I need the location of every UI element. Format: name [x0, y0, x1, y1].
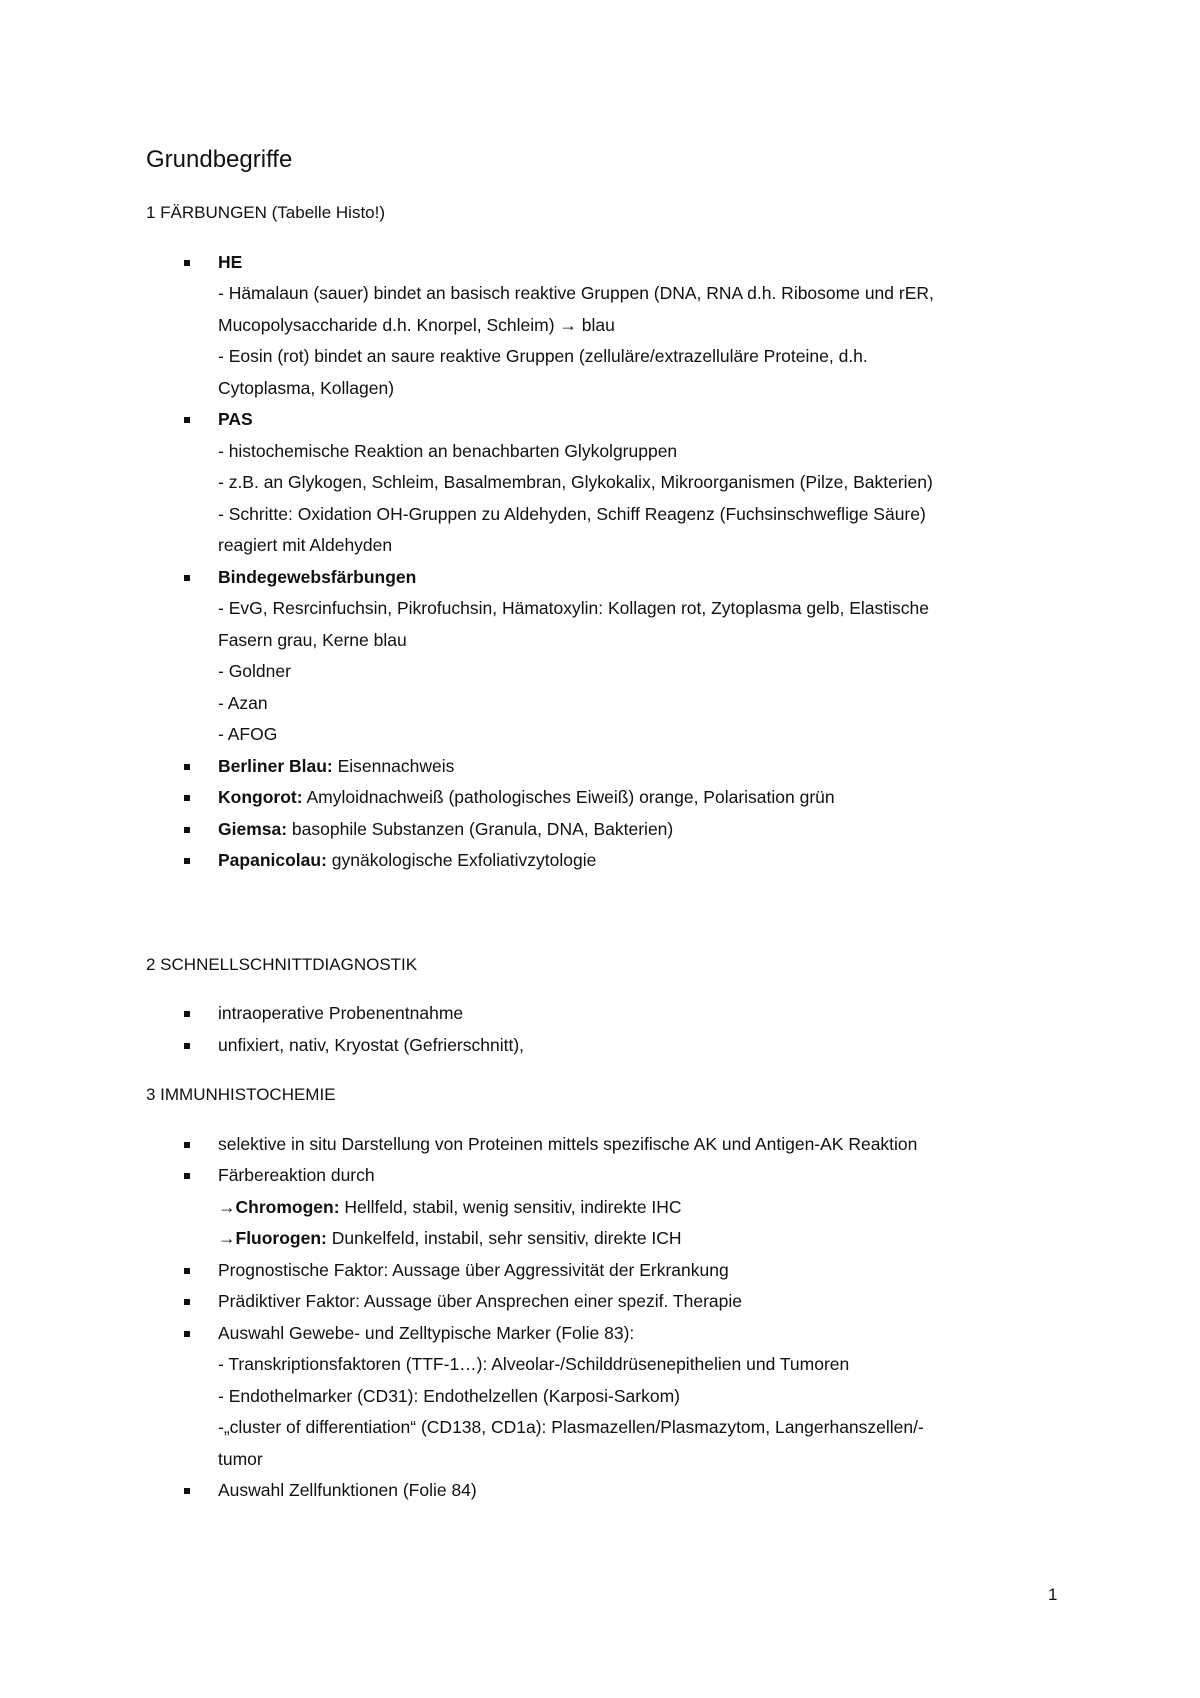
subline-fluorogen: →Fluorogen: Dunkelfeld, instabil, sehr sensitiv, direkte ICH — [218, 1228, 682, 1248]
section-heading-schnellschnitt: 2 SCHNELLSCHNITTDIAGNOSTIK — [146, 954, 418, 974]
list-item: Prädiktiver Faktor: Aussage über Ansprechen einer spezif. Therapie — [146, 1286, 1050, 1318]
list-item: unfixiert, nativ, Kryostat (Gefrierschnitt), — [146, 1030, 1050, 1062]
list-item: intraoperative Probenentnahme — [146, 998, 1050, 1030]
section-heading-faerbungen: 1 FÄRBUNGEN (Tabelle Histo!) — [146, 203, 386, 222]
list-item-kongorot: Kongorot: Amyloidnachweiß (pathologisches Eiweiß) orange, Polarisation grün — [146, 782, 1050, 814]
page-title: Grundbegriffe — [146, 146, 293, 173]
list-item-berliner-blau: Berliner Blau: Eisennachweis — [146, 751, 1050, 783]
section-heading-immunhistochemie: 3 IMMUNHISTOCHEMIE — [146, 1085, 336, 1104]
list-item: Auswahl Zellfunktionen (Folie 84) — [146, 1475, 1050, 1507]
list-item-he: HE - Hämalaun (sauer) bindet an basisch reaktive Gruppen (DNA, RNA d.h. Ribosome und rER, Mucopolysaccharide d.h. Knorpel, Schleim) → blau - Eosin (rot) bindet an saure reaktive Gruppen (zelluläre/extrazelluläre Proteine, d.h. Cytoplasma, Kollagen) — [146, 247, 1050, 405]
list-item: Prognostische Faktor: Aussage über Aggressivität der Erkrankung — [146, 1255, 1050, 1287]
list-item-papanicolau: Papanicolau: gynäkologische Exfoliativzytologie — [146, 845, 1050, 877]
list-schnellschnitt — [146, 998, 1050, 1061]
arrow-right-icon: → — [218, 1196, 236, 1217]
list-immunhistochemie — [146, 1129, 1050, 1507]
list-item-bindegewebsfaerbungen: Bindegewebsfärbungen - EvG, Resrcinfuchsin, Pikrofuchsin, Hämatoxylin: Kollagen rot, Zytoplasma gelb, Elastische Fasern grau, Kerne blau - Goldner - Azan - AFOG — [146, 562, 1050, 751]
subline-chromogen: →Chromogen: Hellfeld, stabil, wenig sensitiv, indirekte IHC — [218, 1196, 682, 1217]
page-number: 1 — [1048, 1585, 1058, 1604]
list-item-giemsa: Giemsa: basophile Substanzen (Granula, DNA, Bakterien) — [146, 814, 1050, 846]
list-item-pas: PAS - histochemische Reaktion an benachbarten Glykolgruppen - z.B. an Glykogen, Schleim, Basalmembran, Glykokalix, Mikroorganismen (Pilze, Bakterien) - Schritte: Oxidation OH-Gruppen zu Aldehyden, Schiff Reagenz (Fuchsinschweflige Säure) reagiert mit Aldehyden — [146, 404, 1050, 562]
list-item: selektive in situ Darstellung von Proteinen mittels spezifische AK und Antigen-AK Reaktion — [146, 1129, 1050, 1161]
arrow-right-icon: → — [218, 1228, 236, 1248]
list-faerbungen — [146, 247, 1050, 877]
list-item-faerbereaktion: Färbereaktion durch →Chromogen: Hellfeld, stabil, wenig sensitiv, indirekte IHC →Fluorogen: Dunkelfeld, instabil, sehr sensitiv, direkte ICH — [146, 1160, 1050, 1255]
list-item-marker: Auswahl Gewebe- und Zelltypische Marker (Folie 83): - Transkriptionsfaktoren (TTF-1…): Alveolar-/Schilddrüsenepithelien und Tumoren - Endothelmarker (CD31): Endothelzellen (Karposi-Sarkom) -„cluster of differentiation“ (CD138, CD1a): Plasmazellen/Plasmazytom, Langerhanszellen/- tumor — [146, 1318, 1050, 1476]
